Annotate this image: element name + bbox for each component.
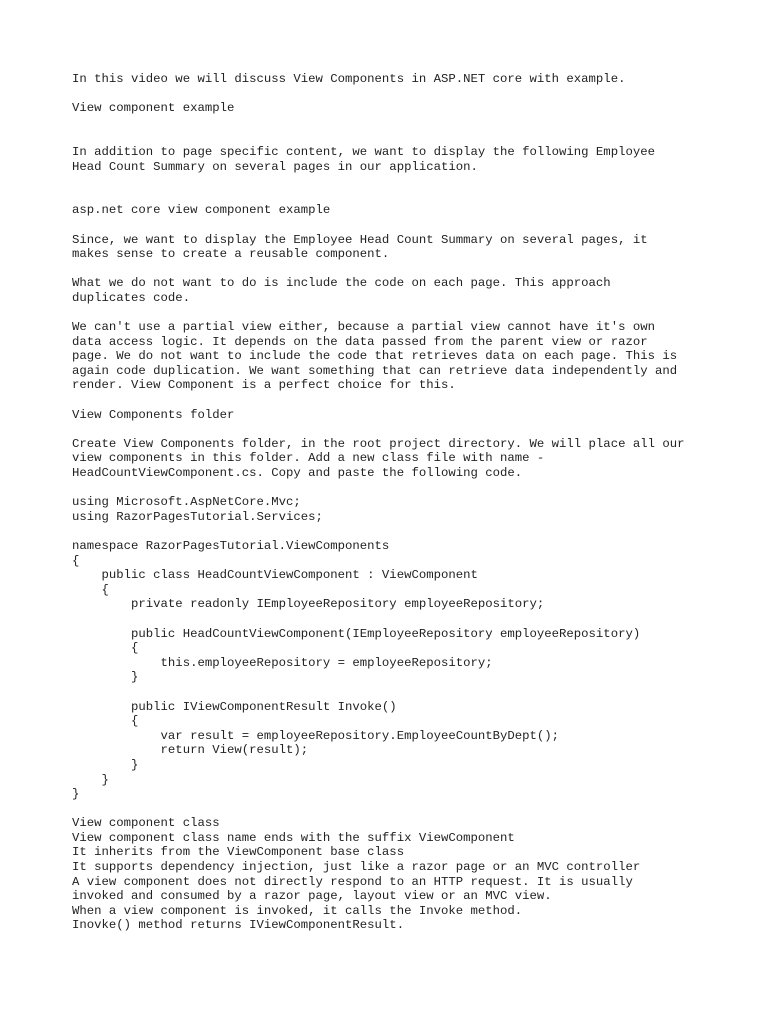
blank-line [72,685,732,700]
text-line: A view component does not directly respond to an HTTP request. It is usually [72,874,633,889]
text-line: It inherits from the ViewComponent base class [72,845,405,860]
blank-line [72,802,732,817]
blank-line [72,306,732,321]
text-line: public HeadCountViewComponent(IEmployeeRepository employeeRepository) [72,626,641,641]
blank-line [72,189,732,204]
text-line: return View(result); [72,743,309,758]
blank-line [72,481,732,496]
text-line: using RazorPagesTutorial.Services; [72,509,323,524]
blank-line [72,524,732,539]
text-line: View component class name ends with the suffix ViewComponent [72,830,515,845]
text-line: { [72,553,80,568]
text-line: When a view component is invoked, it calls the Invoke method. [72,903,523,918]
blank-line [72,130,732,145]
text-line: { [72,582,109,597]
text-line: public class HeadCountViewComponent : ViewComponent [72,568,478,583]
text-line: render. View Component is a perfect choice for this. [72,378,456,393]
text-line: } [72,757,139,772]
text-line: page. We do not want to include the code that retrieves data on each page. This is [72,349,678,364]
blank-line [72,218,732,233]
text-line: } [72,670,139,685]
document-page [72,72,732,933]
text-line: In addition to page specific content, we want to display the following Employee [72,144,655,159]
text-line: data access logic. It depends on the data passed from the parent view or razor [72,334,648,349]
text-line: Since, we want to display the Employee Head Count Summary on several pages, it [72,232,648,247]
blank-line [72,422,732,437]
text-line: It supports dependency injection, just like a razor page or an MVC controller [72,860,641,875]
text-line: private readonly IEmployeeRepository employeeRepository; [72,597,545,612]
text-line: namespace RazorPagesTutorial.ViewComponents [72,539,390,553]
blank-line [72,87,732,102]
text-line: view components in this folder. Add a new class file with name - [72,451,545,466]
text-line: What we do not want to do is include the code on each page. This approach [72,276,611,291]
text-line: View Components folder [72,407,235,422]
text-line: View component class [72,816,220,831]
text-line: var result = employeeRepository.EmployeeCountByDept(); [72,728,560,743]
text-line: { [72,714,139,729]
text-line: again code duplication. We want something that can retrieve data independently and [72,363,678,378]
text-line: In this video we will discuss View Components in ASP.NET core with example. [72,72,626,86]
text-line: duplicates code. [72,290,191,305]
text-line: We can't use a partial view either, because a partial view cannot have it's own [72,320,655,335]
text-line: public IViewComponentResult Invoke() [72,699,397,714]
text-line: this.employeeRepository = employeeRepository; [72,655,493,670]
text-line: { [72,641,139,656]
text-line: invoked and consumed by a razor page, layout view or an MVC view. [72,889,552,904]
text-line: View component example [72,101,235,116]
text-line: asp.net core view component example [72,203,331,218]
text-line: makes sense to create a reusable component. [72,247,390,262]
text-line: Create View Components folder, in the root project directory. We will place all our [72,436,685,451]
text-line: Inovke() method returns IViewComponentResult. [72,918,405,933]
text-line: HeadCountViewComponent.cs. Copy and paste the following code. [72,466,523,481]
text-line: } [72,787,80,802]
text-line: } [72,772,109,787]
blank-line [72,262,732,277]
blank-line [72,174,732,189]
blank-line [72,393,732,408]
text-line: Head Count Summary on several pages in our application. [72,159,478,174]
blank-line [72,612,732,627]
blank-line [72,116,732,131]
text-line: using Microsoft.AspNetCore.Mvc; [72,495,301,510]
